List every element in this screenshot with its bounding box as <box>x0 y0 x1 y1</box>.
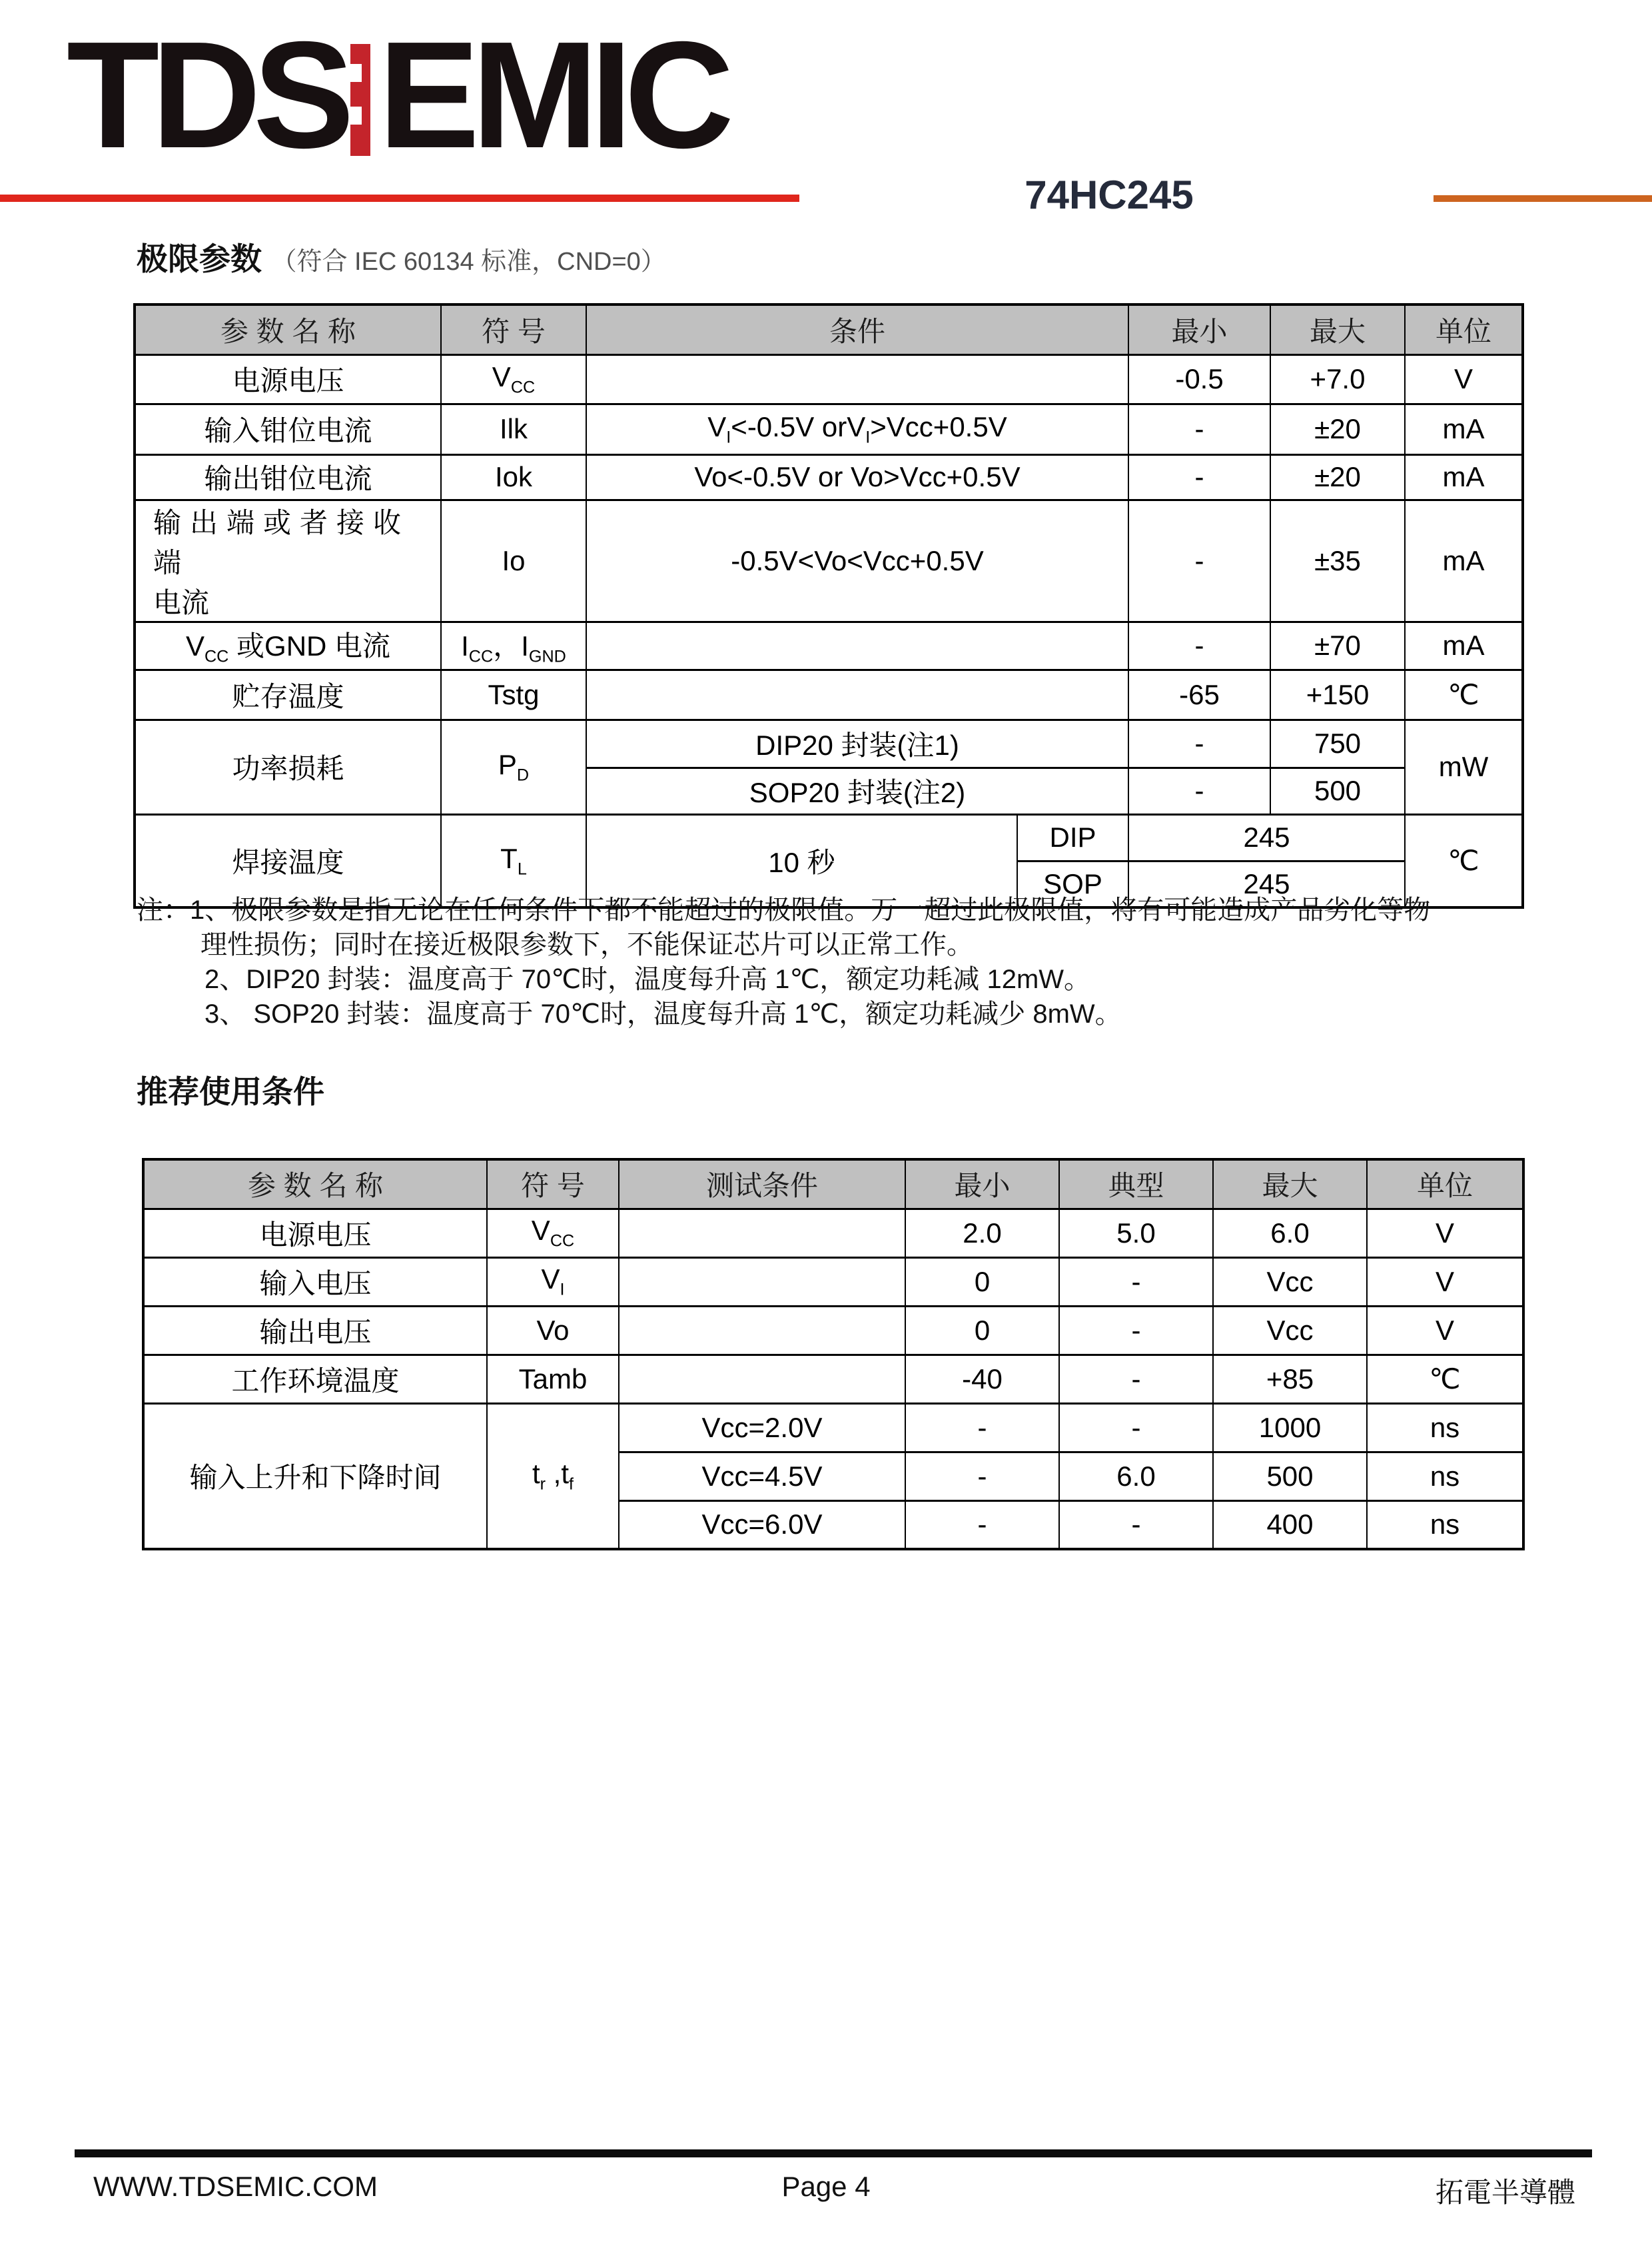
abs-solder-dip-value: 245 <box>1128 814 1405 861</box>
rec-trf-v2-condition: Vcc=2.0V <box>619 1403 905 1452</box>
rec-header-min: 最小 <box>905 1159 1059 1209</box>
note-line-2: 理性损伤；同时在接近极限参数下，不能保证芯片可以正常工作。 <box>201 930 973 959</box>
rec-tamb-typ: - <box>1059 1355 1213 1403</box>
rec-vin-condition <box>619 1257 905 1306</box>
rec-vin-min: 0 <box>905 1257 1059 1306</box>
header-rule-left <box>0 195 799 202</box>
rec-header-row <box>143 1159 1523 1209</box>
rec-trf-v6-unit: ns <box>1367 1500 1523 1549</box>
rec-tamb-name: 工作环境温度 <box>143 1355 487 1403</box>
rec-header-condition: 测试条件 <box>619 1159 905 1209</box>
abs-supply-name: 电源电压 <box>135 354 441 404</box>
table-row <box>135 404 1523 454</box>
abs-solder-sop-package: SOP <box>1017 861 1128 907</box>
abs-vccgnd-symbol: $I_{CC}$，$I_{GND}$ <box>441 622 586 670</box>
abs-solder-sop-value: 245 <box>1128 861 1405 907</box>
abs-outcurrent-min: - <box>1128 500 1270 622</box>
section-title-recommended-conditions <box>137 1067 324 1112</box>
rec-supply-condition <box>619 1209 905 1257</box>
abs-header-min: 最小 <box>1128 304 1270 354</box>
abs-inclamp-max: ±20 <box>1270 404 1405 454</box>
rec-tamb-unit: ℃ <box>1367 1355 1523 1403</box>
abs-solder-name: 焊接温度 <box>135 814 441 907</box>
part-number: 74HC245 <box>1025 173 1194 217</box>
abs-storage-unit: ℃ <box>1405 670 1523 720</box>
table-row <box>135 500 1523 622</box>
abs-outcurrent-unit: mA <box>1405 500 1523 622</box>
table-row <box>135 454 1523 500</box>
rec-trf-v6-condition: Vcc=6.0V <box>619 1500 905 1549</box>
abs-outclamp-max: ±20 <box>1270 454 1405 500</box>
abs-storage-min: -65 <box>1128 670 1270 720</box>
abs-solder-dip-package: DIP <box>1017 814 1128 861</box>
abs-vccgnd-min: - <box>1128 622 1270 670</box>
abs-header-max: 最大 <box>1270 304 1405 354</box>
rec-supply-min: 2.0 <box>905 1209 1059 1257</box>
abs-solder-unit: ℃ <box>1405 814 1523 907</box>
abs-power-dip-max: 750 <box>1270 720 1405 768</box>
abs-header-condition: 条件 <box>586 304 1128 354</box>
rec-supply-name: 电源电压 <box>143 1209 487 1257</box>
rec-trf-v2-min: - <box>905 1403 1059 1452</box>
table-row <box>143 1209 1523 1257</box>
abs-storage-condition <box>586 670 1128 720</box>
logo-red-bar-icon <box>350 44 370 156</box>
table-row <box>143 1306 1523 1355</box>
recommended-conditions-table <box>142 1158 1525 1550</box>
rec-tamb-min: -40 <box>905 1355 1059 1403</box>
abs-outclamp-name: 输出钳位电流 <box>135 454 441 500</box>
rec-trf-v45-min: - <box>905 1452 1059 1500</box>
abs-inclamp-symbol: Ilk <box>441 404 586 454</box>
rec-vout-max: Vcc <box>1213 1306 1367 1355</box>
abs-outclamp-symbol: Iok <box>441 454 586 500</box>
abs-vccgnd-condition <box>586 622 1128 670</box>
rec-header-typ: 典型 <box>1059 1159 1213 1209</box>
abs-outcurrent-name-line1: 输出端或者接收端 <box>153 506 410 578</box>
table-row <box>135 720 1523 768</box>
table-row <box>135 814 1523 861</box>
rec-trf-v45-max: 500 <box>1213 1452 1367 1500</box>
abs-header-unit: 单位 <box>1405 304 1523 354</box>
rec-trf-name: 输入上升和下降时间 <box>143 1403 487 1549</box>
rec-supply-symbol: $V_{CC}$ <box>487 1209 619 1257</box>
abs-outclamp-condition: Vo<-0.5V or Vo>Vcc+0.5V <box>586 454 1128 500</box>
abs-storage-symbol: Tstg <box>441 670 586 720</box>
abs-outcurrent-name-line2: 电流 <box>153 586 210 618</box>
rec-header-symbol: 符 号 <box>487 1159 619 1209</box>
abs-title-text: 极限参数 <box>137 241 262 277</box>
abs-supply-symbol: $V_{CC}$ <box>441 354 586 404</box>
rec-vin-max: Vcc <box>1213 1257 1367 1306</box>
rec-header-max: 最大 <box>1213 1159 1367 1209</box>
abs-inclamp-name: 输入钳位电流 <box>135 404 441 454</box>
footer-company: 拓電半導體 <box>1435 2177 1575 2208</box>
rec-trf-v2-max: 1000 <box>1213 1403 1367 1452</box>
rec-supply-max: 6.0 <box>1213 1209 1367 1257</box>
abs-outcurrent-max: ±35 <box>1270 500 1405 622</box>
abs-outcurrent-condition: -0.5V<Vo<Vcc+0.5V <box>586 500 1128 622</box>
table-row <box>135 622 1523 670</box>
rec-vin-symbol: $V_I$ <box>487 1257 619 1306</box>
logo-text-emic: EMIC <box>378 11 726 180</box>
abs-outcurrent-symbol: Io <box>441 500 586 622</box>
abs-supply-min: -0.5 <box>1128 354 1270 404</box>
footer-page-number: Page 4 <box>781 2171 871 2202</box>
rec-trf-v45-condition: Vcc=4.5V <box>619 1452 905 1500</box>
rec-trf-v2-typ: - <box>1059 1403 1213 1452</box>
rec-vout-symbol: Vo <box>487 1306 619 1355</box>
rec-supply-typ: 5.0 <box>1059 1209 1213 1257</box>
abs-header-row <box>135 304 1523 354</box>
rec-vout-min: 0 <box>905 1306 1059 1355</box>
abs-power-dip-min: - <box>1128 720 1270 768</box>
footer-website: WWW.TDSEMIC.COM <box>93 2171 378 2202</box>
rec-trf-v6-min: - <box>905 1500 1059 1549</box>
rec-header-param: 参 数 名 称 <box>143 1159 487 1209</box>
abs-inclamp-min: - <box>1128 404 1270 454</box>
table-row <box>135 354 1523 404</box>
abs-outclamp-unit: mA <box>1405 454 1523 500</box>
abs-inclamp-unit: mA <box>1405 404 1523 454</box>
table-row <box>143 1355 1523 1403</box>
abs-storage-name: 贮存温度 <box>135 670 441 720</box>
abs-header-symbol: 符 号 <box>441 304 586 354</box>
abs-power-name: 功率损耗 <box>135 720 441 814</box>
abs-power-sop-condition: SOP20 封装(注2) <box>586 768 1128 814</box>
rec-vin-typ: - <box>1059 1257 1213 1306</box>
header-rule-right <box>1434 195 1652 202</box>
rec-trf-v45-typ: 6.0 <box>1059 1452 1213 1500</box>
abs-header-param: 参 数 名 称 <box>135 304 441 354</box>
rec-vout-name: 输出电压 <box>143 1306 487 1355</box>
abs-solder-symbol: $T_L$ <box>441 814 586 907</box>
note-line-4: 3、 SOP20 封装：温度高于 70℃时，温度每升高 1℃，额定功耗减少 8mW。 <box>205 999 1122 1029</box>
rec-vout-unit: V <box>1367 1306 1523 1355</box>
note-line-1: 注：1、极限参数是指无论在任何条件下都不能超过的极限值。万一超过此极限值，将有可能造成产品劣化等物 <box>137 895 1431 925</box>
rec-vout-condition <box>619 1306 905 1355</box>
abs-vccgnd-unit: mA <box>1405 622 1523 670</box>
abs-inclamp-condition: $V_I<-0.5V$ orV$_I$>Vcc+0.5V <box>586 404 1128 454</box>
abs-power-unit: mW <box>1405 720 1523 814</box>
abs-storage-max: +150 <box>1270 670 1405 720</box>
abs-power-dip-condition: DIP20 封装(注1) <box>586 720 1128 768</box>
rec-title-text: 推荐使用条件 <box>137 1074 324 1109</box>
abs-power-symbol: $P_D$ <box>441 720 586 814</box>
rec-vin-name: 输入电压 <box>143 1257 487 1306</box>
abs-title-subtitle: （符合 IEC 60134 标准，CND=0） <box>271 248 666 276</box>
table-row <box>135 670 1523 720</box>
rec-trf-symbol: $t_r$ $,t_f$ <box>487 1403 619 1549</box>
rec-trf-v6-max: 400 <box>1213 1500 1367 1549</box>
rec-tamb-condition <box>619 1355 905 1403</box>
note-line-3: 2、DIP20 封装：温度高于 70℃时，温度每升高 1℃，额定功耗减 12mW。 <box>205 965 1091 994</box>
abs-supply-max: +7.0 <box>1270 354 1405 404</box>
abs-vccgnd-max: ±70 <box>1270 622 1405 670</box>
abs-power-sop-max: 500 <box>1270 768 1405 814</box>
abs-vccgnd-name: $V_{CC}$ 或GND 电流 <box>135 622 441 670</box>
rec-vin-unit: V <box>1367 1257 1523 1306</box>
abs-solder-condition: 10 秒 <box>586 814 1017 907</box>
abs-outcurrent-name <box>135 500 441 622</box>
rec-trf-v45-unit: ns <box>1367 1452 1523 1500</box>
rec-supply-unit: V <box>1367 1209 1523 1257</box>
logo <box>67 12 726 179</box>
table-row <box>143 1403 1523 1452</box>
abs-supply-unit: V <box>1405 354 1523 404</box>
notes-block <box>137 893 1562 1031</box>
rec-tamb-max: +85 <box>1213 1355 1367 1403</box>
section-title-absolute-ratings <box>137 235 666 279</box>
abs-supply-condition <box>586 354 1128 404</box>
rec-header-unit: 单位 <box>1367 1159 1523 1209</box>
rec-trf-v2-unit: ns <box>1367 1403 1523 1452</box>
logo-text-tds: TDS <box>67 11 346 180</box>
abs-outclamp-min: - <box>1128 454 1270 500</box>
absolute-ratings-table <box>133 303 1524 909</box>
rec-vout-typ: - <box>1059 1306 1213 1355</box>
rec-tamb-symbol: Tamb <box>487 1355 619 1403</box>
abs-power-sop-min: - <box>1128 768 1270 814</box>
table-row <box>143 1257 1523 1306</box>
footer-rule <box>75 2149 1592 2157</box>
rec-trf-v6-typ: - <box>1059 1500 1213 1549</box>
